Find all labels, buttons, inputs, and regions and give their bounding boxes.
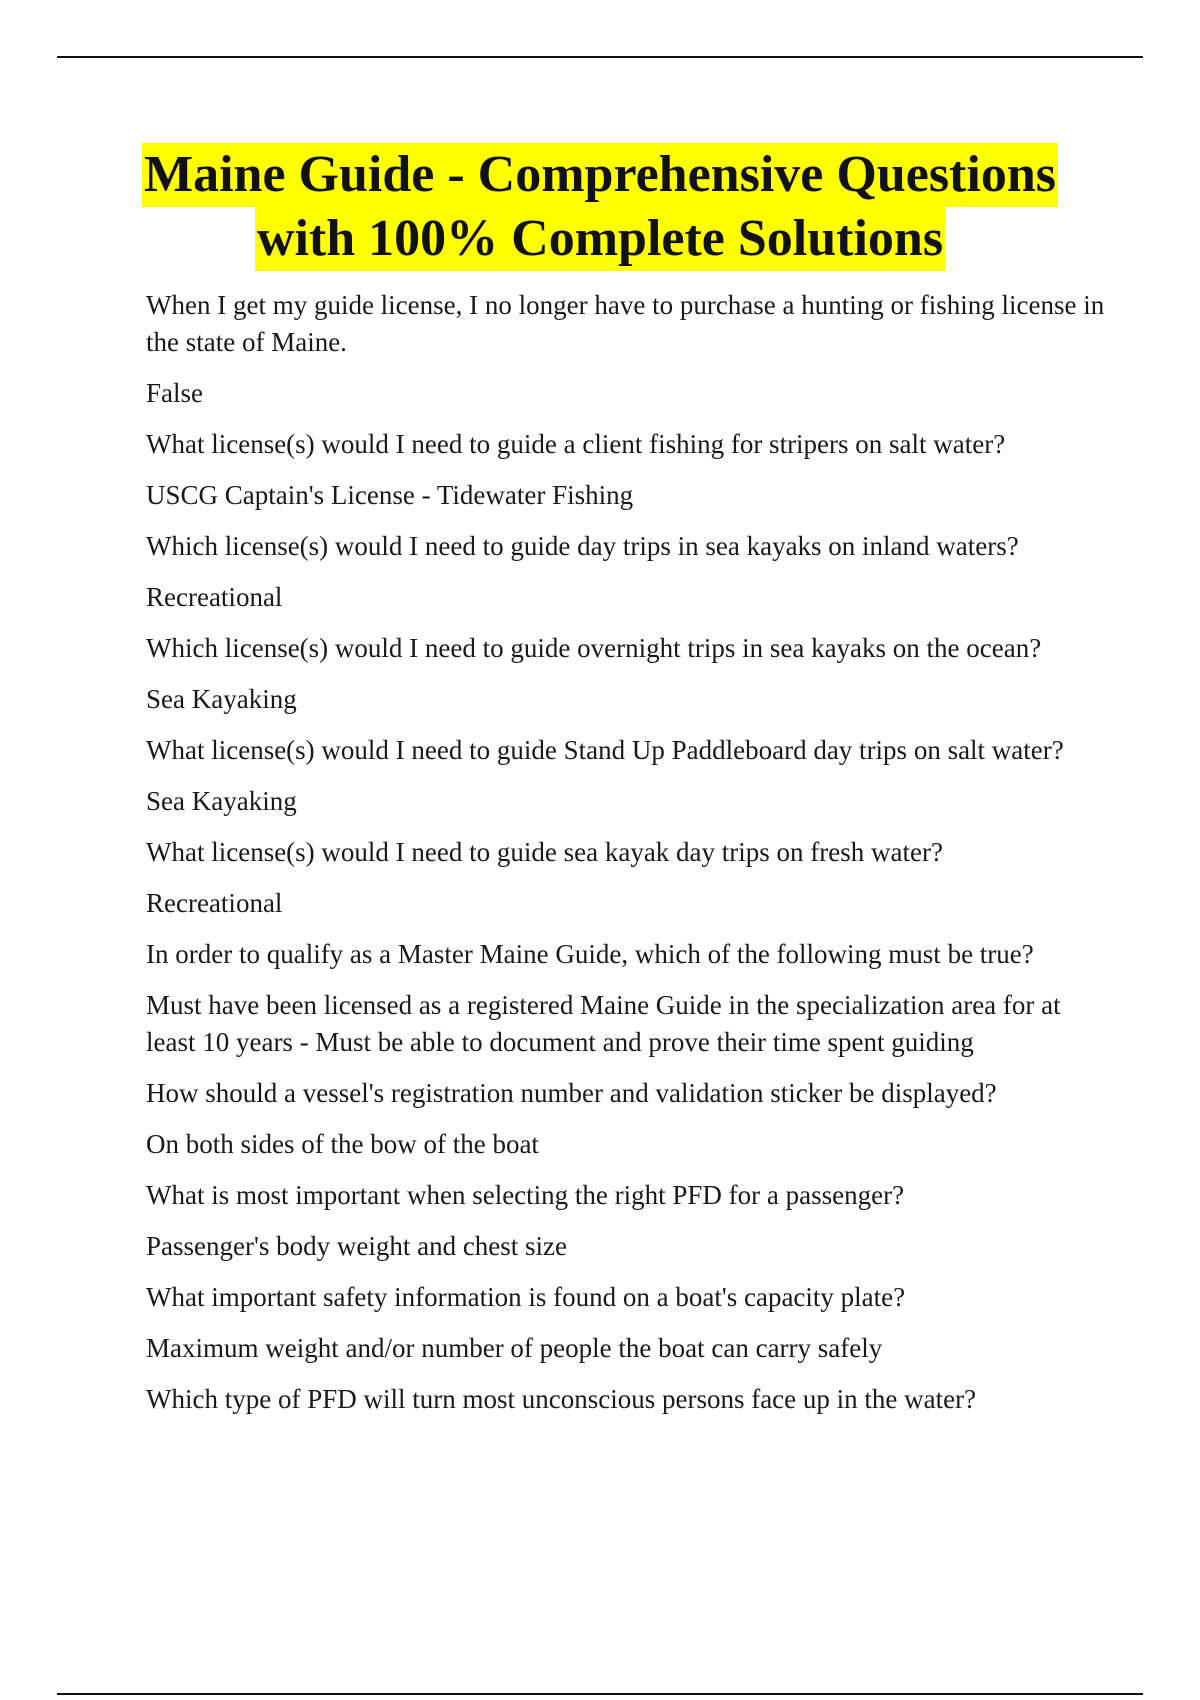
title-line-1: Maine Guide - Comprehensive Questions	[142, 143, 1058, 207]
question-answer-list	[146, 287, 1106, 1432]
answer-text: Sea Kayaking	[146, 684, 297, 714]
answer-text: On both sides of the bow of the boat	[146, 1129, 539, 1159]
answer-text: Must have been licensed as a registered Maine Guide in the specialization area for at least 10 years - Must be able to document and prove their time spent guiding	[146, 990, 1061, 1057]
question-text: What license(s) would I need to guide Stand Up Paddleboard day trips on salt water?	[146, 735, 1064, 765]
bottom-rule	[57, 1693, 1143, 1695]
question-text: What is most important when selecting the right PFD for a passenger?	[146, 1180, 905, 1210]
answer-text: Passenger's body weight and chest size	[146, 1231, 568, 1261]
document-title	[60, 143, 1140, 271]
question-text: What important safety information is found on a boat's capacity plate?	[146, 1282, 906, 1312]
question-text: What license(s) would I need to guide a client fishing for stripers on salt water?	[146, 429, 1006, 459]
answer-text: Recreational	[146, 582, 283, 612]
answer-text: Recreational	[146, 888, 283, 918]
answer-text: USCG Captain's License - Tidewater Fishing	[146, 480, 634, 510]
question-text: What license(s) would I need to guide sea kayak day trips on fresh water?	[146, 837, 943, 867]
question-text: When I get my guide license, I no longer have to purchase a hunting or fishing license in the state of Maine.	[146, 290, 1105, 357]
question-text: Which license(s) would I need to guide day trips in sea kayaks on inland waters?	[146, 531, 1019, 561]
question-text: How should a vessel's registration number and validation sticker be displayed?	[146, 1078, 997, 1108]
question-text: Which type of PFD will turn most unconscious persons face up in the water?	[146, 1384, 977, 1414]
answer-text: Sea Kayaking	[146, 786, 297, 816]
title-line-2: with 100% Complete Solutions	[255, 207, 945, 271]
answer-text: False	[146, 378, 203, 408]
top-rule	[57, 56, 1143, 58]
answer-text: Maximum weight and/or number of people the boat can carry safely	[146, 1333, 883, 1363]
question-text: In order to qualify as a Master Maine Guide, which of the following must be true?	[146, 939, 1034, 969]
question-text: Which license(s) would I need to guide overnight trips in sea kayaks on the ocean?	[146, 633, 1042, 663]
